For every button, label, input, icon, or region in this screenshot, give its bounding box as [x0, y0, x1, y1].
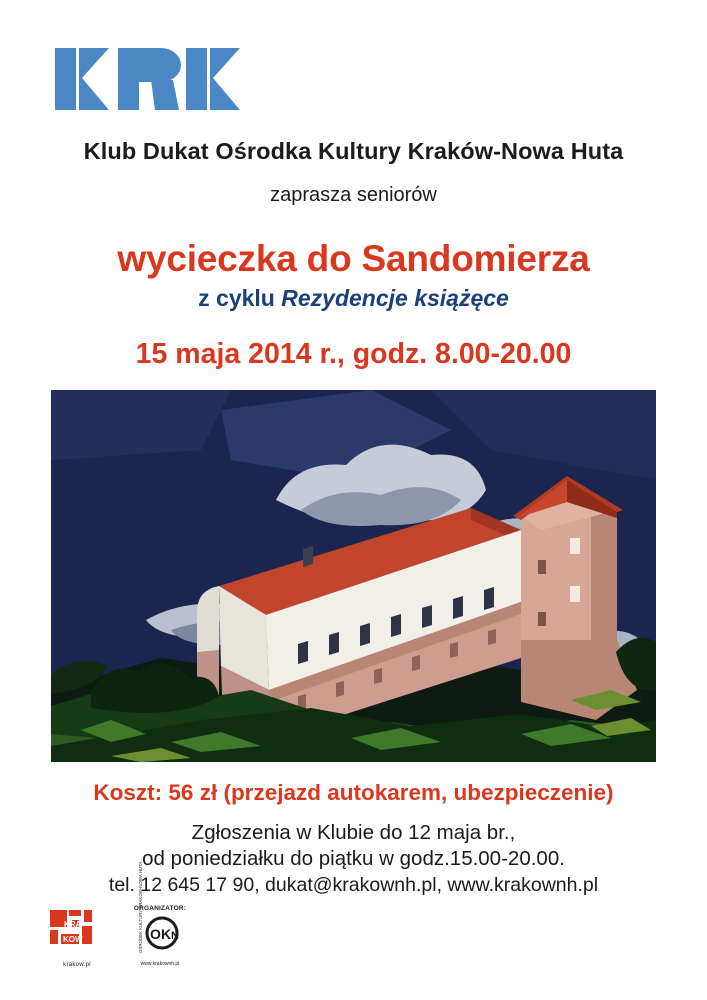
invitation-line: zaprasza seniorów — [270, 184, 437, 206]
castle-illustration — [51, 390, 656, 762]
event-date-line: 15 maja 2014 r., godz. 8.00-20.00 — [135, 338, 572, 370]
castle-illustration-svg — [51, 390, 656, 762]
cost-line: Koszt: 56 zł (przejazd autokarem, ubezpieczenie) — [93, 780, 614, 805]
krk-logo — [55, 48, 245, 110]
contact-line: tel. 12 645 17 90, dukat@krakownh.pl, www.krakownh.pl — [108, 874, 599, 896]
subtitle-prefix: z cyklu — [198, 285, 282, 311]
svg-text:O: O — [150, 926, 161, 942]
organizer-label: ORGANIZATOR: — [133, 905, 187, 912]
okn-logo-url: www.krakownh.pl — [140, 961, 180, 967]
svg-text:KOW: KOW — [63, 935, 83, 944]
krakow-logo — [48, 908, 106, 970]
krk-logo-icon — [55, 48, 245, 110]
page-title: wycieczka do Sandomierza — [117, 238, 590, 279]
organizer-line: Klub Dukat Ośrodka Kultury Kraków-Nowa Huta — [83, 138, 624, 164]
svg-text:KRA: KRA — [64, 920, 82, 929]
krakow-logo-url: krakow.pl — [63, 962, 91, 968]
krakow-logo-icon — [48, 908, 106, 956]
svg-text:K: K — [161, 926, 172, 942]
okn-logo — [124, 861, 196, 971]
svg-text:OŚRODEK KULTURY KRAKÓW-NOWA HU: OŚRODEK KULTURY KRAKÓW-NOWA HUTA — [138, 861, 143, 953]
subtitle-series-name: Rezydencje książęce — [281, 285, 509, 311]
signup-line-2: od poniedziałku do piątku w godz.15.00-20.00. — [142, 847, 565, 870]
signup-line-1: Zgłoszenia w Klubie do 12 maja br., — [191, 821, 516, 844]
svg-text:N: N — [171, 930, 179, 942]
subtitle-line — [0, 285, 707, 312]
